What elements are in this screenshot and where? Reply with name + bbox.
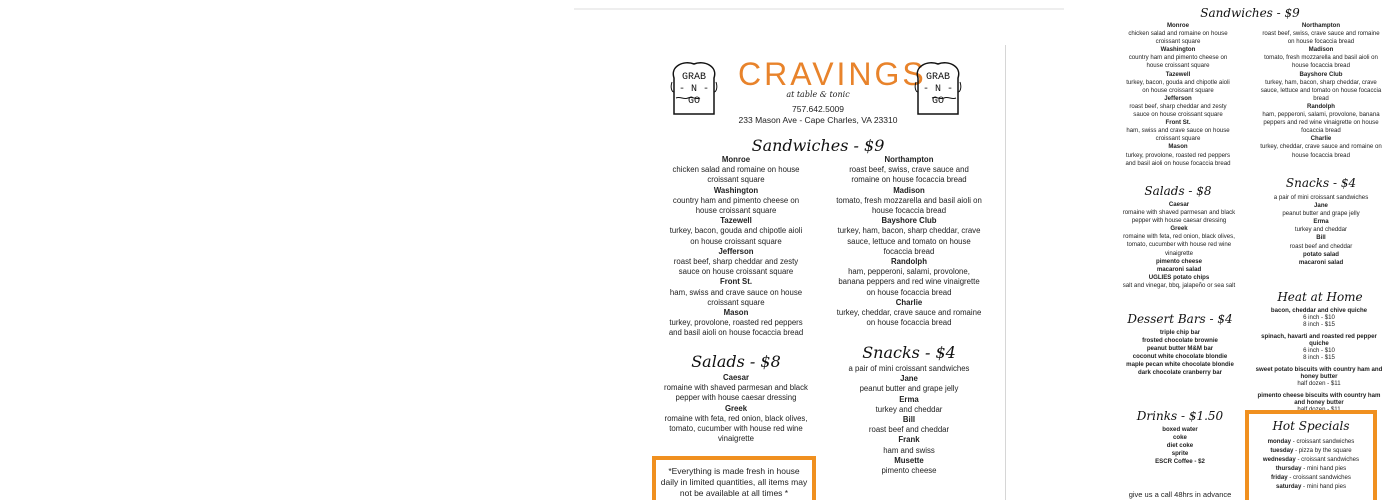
special-item: mini hand pies bbox=[1306, 465, 1347, 472]
special-item: croissant sandwiches bbox=[1293, 474, 1351, 481]
overview-sandwiches-right bbox=[1260, 22, 1382, 160]
sandwiches-title: Sandwiches - $9 bbox=[751, 136, 885, 155]
dessert-item: peanut butter M&M bar bbox=[1146, 345, 1214, 353]
item-name: Mason bbox=[723, 308, 749, 318]
item-name: Bill bbox=[902, 415, 916, 425]
drink-item: ESCR Coffee - $2 bbox=[1155, 458, 1205, 466]
item-desc: romaine with shaved parmesan and black pepper with house caesar dressing bbox=[664, 383, 808, 403]
snacks-title: Snacks - $4 bbox=[862, 343, 956, 362]
item-name: Musette bbox=[894, 455, 924, 465]
item-name: Bayshore Club bbox=[1299, 70, 1343, 78]
special-day: friday bbox=[1271, 474, 1288, 481]
overview-snacks bbox=[1262, 194, 1380, 267]
chips-note: salt and vinegar, bbq, jalapeño or sea salt bbox=[1122, 281, 1236, 289]
heat-item: sweet potato biscuits with country ham and honey butter bbox=[1255, 366, 1383, 380]
special-item: pizza by the square bbox=[1298, 447, 1352, 454]
item-name: Erma bbox=[1313, 218, 1329, 226]
item-desc: peanut butter and grape jelly bbox=[1282, 210, 1360, 218]
item-desc: tomato, fresh mozzarella and basil aioli on house focaccia bread bbox=[1264, 54, 1378, 70]
item-name: Monroe bbox=[1166, 22, 1189, 29]
heat-price: 8 inch - $15 bbox=[1303, 354, 1335, 361]
item-desc: ham, swiss and crave sauce on house croissant square bbox=[669, 287, 803, 307]
item-name: Jane bbox=[1314, 202, 1328, 210]
overview-salads bbox=[1118, 201, 1240, 290]
drink-item: diet coke bbox=[1166, 442, 1194, 450]
grab-line: GRAB bbox=[925, 72, 950, 83]
heat-price: 8 inch - $15 bbox=[1303, 321, 1335, 328]
address: 233 Mason Ave - Cape Charles, VA 23310 bbox=[738, 115, 898, 125]
fresh-notice-box bbox=[652, 456, 816, 500]
item-desc: roast beef, sharp cheddar and zesty sauce on house croissant square bbox=[1129, 102, 1227, 119]
heat-price: half dozen - $11 bbox=[1297, 406, 1341, 413]
grab-line: GO bbox=[931, 96, 944, 107]
item-name: Caesar bbox=[1168, 201, 1190, 208]
brand-name: CRAVINGS bbox=[738, 56, 927, 92]
item-desc: romaine with feta, red onion, black olives, tomato, cucumber with house red wine vinaigrette bbox=[664, 413, 808, 444]
page-top-edge bbox=[574, 8, 1064, 10]
special-row: saturday - mini hand pies bbox=[1275, 483, 1347, 490]
special-day: saturday bbox=[1275, 483, 1302, 490]
grab-n-go-label-left bbox=[668, 72, 720, 108]
special-item: croissant sandwiches bbox=[1296, 438, 1355, 445]
specials-list bbox=[1249, 437, 1373, 491]
item-desc: turkey, provolone, roasted red peppers and basil aioli on house focaccia bread bbox=[668, 318, 804, 338]
drink-item: coke bbox=[1173, 434, 1187, 442]
item-desc: romaine with shaved parmesan and black pepper with house caesar dressing bbox=[1122, 209, 1236, 225]
special-day: monday bbox=[1267, 438, 1292, 445]
item-desc: chicken salad and romaine on house croissant square bbox=[1128, 30, 1228, 46]
dessert-item: frosted chocolate brownie bbox=[1142, 337, 1218, 345]
side-item: macaroni salad bbox=[1156, 265, 1202, 273]
item-name: Washington bbox=[1160, 46, 1196, 54]
dessert-item: triple chip bar bbox=[1159, 329, 1201, 336]
grab-line: GRAB bbox=[681, 72, 706, 83]
special-item: mini hand pies bbox=[1306, 483, 1347, 490]
item-name: Northampton bbox=[1301, 22, 1341, 29]
special-row: tuesday - pizza by the square bbox=[1270, 447, 1352, 454]
overview-salads-title: Salads - $8 bbox=[1144, 184, 1212, 198]
side-item: potato salad bbox=[1303, 250, 1339, 258]
item-desc: chicken salad and romaine on house croissant square bbox=[672, 165, 800, 185]
overview-sandwiches-left bbox=[1122, 22, 1234, 168]
heat-price: half dozen - $11 bbox=[1297, 380, 1341, 387]
drinks-list bbox=[1118, 426, 1242, 466]
salads-column bbox=[662, 373, 810, 444]
item-desc: ham, swiss and crave sauce on house croissant square bbox=[1126, 127, 1230, 143]
item-desc: ham, pepperoni, salami, provolone, banana peppers and red wine vinaigrette on house focaccia bread bbox=[838, 267, 980, 297]
item-name: Caesar bbox=[722, 373, 749, 382]
item-name: Bill bbox=[1316, 234, 1326, 242]
salads-title: Salads - $8 bbox=[691, 352, 781, 371]
item-desc: roast beef, sharp cheddar and zesty sauce on house croissant square bbox=[673, 257, 799, 277]
special-row: monday - croissant sandwiches bbox=[1267, 438, 1355, 445]
item-desc: turkey, provolone, roasted red peppers and basil aioli on house focaccia bread bbox=[1125, 151, 1231, 167]
special-day: thursday bbox=[1275, 465, 1302, 472]
heat-price: 6 inch - $10 bbox=[1303, 347, 1335, 354]
item-desc: roast beef and cheddar bbox=[868, 425, 950, 435]
side-item: pimento cheese bbox=[1155, 257, 1203, 265]
item-desc: roast beef, swiss, crave sauce and romaine on house focaccia bread bbox=[849, 165, 969, 185]
snacks-intro: a pair of mini croissant sandwiches bbox=[848, 364, 970, 373]
item-name: Madison bbox=[1308, 46, 1334, 54]
heat-title: Heat at Home bbox=[1277, 290, 1363, 304]
heat-price: 6 inch - $10 bbox=[1303, 314, 1335, 321]
snacks-column bbox=[836, 364, 982, 476]
drink-item: sprite bbox=[1171, 450, 1189, 458]
item-desc: country ham and pimento cheese on house croissant square bbox=[1128, 54, 1228, 70]
item-desc: ham and swiss bbox=[883, 445, 935, 455]
item-name: Tazewell bbox=[1165, 70, 1191, 78]
column-divider bbox=[1005, 45, 1006, 500]
grab-line: - N - bbox=[922, 84, 953, 95]
item-desc: turkey, bacon, gouda and chipotle aioli on house croissant square bbox=[1126, 78, 1230, 94]
sandwiches-right-column bbox=[836, 155, 982, 328]
sandwiches-left-column bbox=[666, 155, 806, 339]
hot-specials-title: Hot Specials bbox=[1272, 419, 1350, 433]
fresh-notice-text: *Everything is made fresh in house daily in limited quantities, all items may not be available at all times * bbox=[660, 466, 808, 498]
special-day: wednesday bbox=[1262, 456, 1296, 463]
sandwich-icon-right bbox=[912, 58, 964, 125]
item-name: Randolph bbox=[1306, 102, 1336, 110]
grab-n-go-label-right bbox=[912, 72, 964, 108]
item-desc: turkey, ham, bacon, sharp cheddar, crave sauce, lettuce and tomato on house focaccia bread bbox=[837, 226, 981, 256]
item-name: Bayshore Club bbox=[881, 216, 937, 226]
item-name: Front St. bbox=[719, 277, 753, 287]
item-name: Monroe bbox=[721, 155, 751, 164]
item-desc: country ham and pimento cheese on house croissant square bbox=[672, 195, 800, 216]
special-row: wednesday - croissant sandwiches bbox=[1262, 456, 1360, 463]
desserts-list bbox=[1118, 329, 1242, 378]
item-name: Tazewell bbox=[720, 216, 752, 226]
overview-sandwiches-title: Sandwiches - $9 bbox=[1200, 6, 1300, 20]
item-desc: turkey and cheddar bbox=[875, 404, 943, 414]
item-desc: roast beef and cheddar bbox=[1289, 242, 1353, 250]
item-desc: turkey, cheddar, crave sauce and romaine on house focaccia bread bbox=[1260, 143, 1382, 159]
item-name: Erma bbox=[899, 394, 919, 404]
brand-tagline: at table & tonic bbox=[786, 90, 850, 99]
hot-specials-box bbox=[1245, 410, 1377, 500]
dessert-item: dark chocolate cranberry bar bbox=[1138, 369, 1222, 377]
item-name: Frank bbox=[898, 435, 920, 445]
item-desc: pimento cheese bbox=[881, 466, 937, 476]
advance-notice: give us a call 48hrs in advance bbox=[1128, 490, 1232, 499]
item-name: Charlie bbox=[1310, 135, 1332, 143]
item-name: Greek bbox=[1170, 225, 1188, 233]
item-desc: turkey, cheddar, crave sauce and romaine on house focaccia bread bbox=[836, 308, 982, 328]
item-desc: roast beef, swiss, crave sauce and romaine on house focaccia bread bbox=[1262, 30, 1380, 46]
overview-snacks-title: Snacks - $4 bbox=[1285, 176, 1357, 190]
special-row: friday - croissant sandwiches bbox=[1271, 474, 1351, 481]
item-name: Randolph bbox=[891, 257, 927, 267]
item-name: Jefferson bbox=[718, 246, 754, 256]
desserts-title: Dessert Bars - $4 bbox=[1127, 312, 1233, 326]
special-item: croissant sandwiches bbox=[1301, 456, 1360, 463]
phone-number: 757.642.5009 bbox=[792, 104, 844, 114]
item-desc: peanut butter and grape jelly bbox=[859, 384, 959, 394]
item-desc: turkey, ham, bacon, sharp cheddar, crave sauce, lettuce and tomato on house focaccia bread bbox=[1260, 78, 1382, 102]
item-name: Greek bbox=[724, 403, 748, 413]
drinks-title: Drinks - $1.50 bbox=[1136, 409, 1224, 423]
item-name: Front St. bbox=[1165, 119, 1191, 127]
special-row: thursday - mini hand pies bbox=[1275, 465, 1347, 472]
snacks-intro: a pair of mini croissant sandwiches bbox=[1273, 194, 1369, 201]
heat-list bbox=[1254, 307, 1384, 413]
item-name: Mason bbox=[1168, 143, 1188, 151]
dessert-item: maple pecan white chocolate blondie bbox=[1126, 361, 1234, 369]
item-desc: romaine with feta, red onion, black olives, tomato, cucumber with house red wine vinaigrette bbox=[1123, 233, 1235, 257]
item-name: Jefferson bbox=[1164, 94, 1192, 102]
item-name: Northampton bbox=[884, 155, 934, 164]
heat-item: bacon, cheddar and chive quiche bbox=[1270, 307, 1368, 314]
item-desc: ham, pepperoni, salami, provolone, banana peppers and red wine vinaigrette on house focaccia bread bbox=[1262, 111, 1380, 135]
item-desc: turkey, bacon, gouda and chipotle aioli on house croissant square bbox=[669, 226, 803, 246]
item-name: Madison bbox=[893, 185, 925, 195]
dessert-item: coconut white chocolate blondie bbox=[1132, 353, 1228, 361]
item-name: Charlie bbox=[895, 297, 923, 307]
grab-line: - N - bbox=[678, 84, 709, 95]
item-desc: turkey and cheddar bbox=[1294, 226, 1348, 234]
item-desc: tomato, fresh mozzarella and basil aioli on house focaccia bread bbox=[836, 195, 982, 216]
grab-line: GO bbox=[687, 96, 700, 107]
sandwich-icon-left bbox=[668, 58, 720, 125]
special-day: tuesday bbox=[1270, 447, 1294, 454]
side-item: UGLIES potato chips bbox=[1148, 273, 1210, 281]
heat-item: spinach, havarti and roasted red pepper quiche bbox=[1261, 333, 1377, 347]
item-name: Jane bbox=[900, 374, 918, 384]
heat-item: pimento cheese biscuits with country ham and honey butter bbox=[1257, 392, 1381, 406]
item-name: Washington bbox=[713, 185, 759, 195]
drink-item: boxed water bbox=[1162, 426, 1198, 433]
side-item: macaroni salad bbox=[1298, 258, 1344, 266]
